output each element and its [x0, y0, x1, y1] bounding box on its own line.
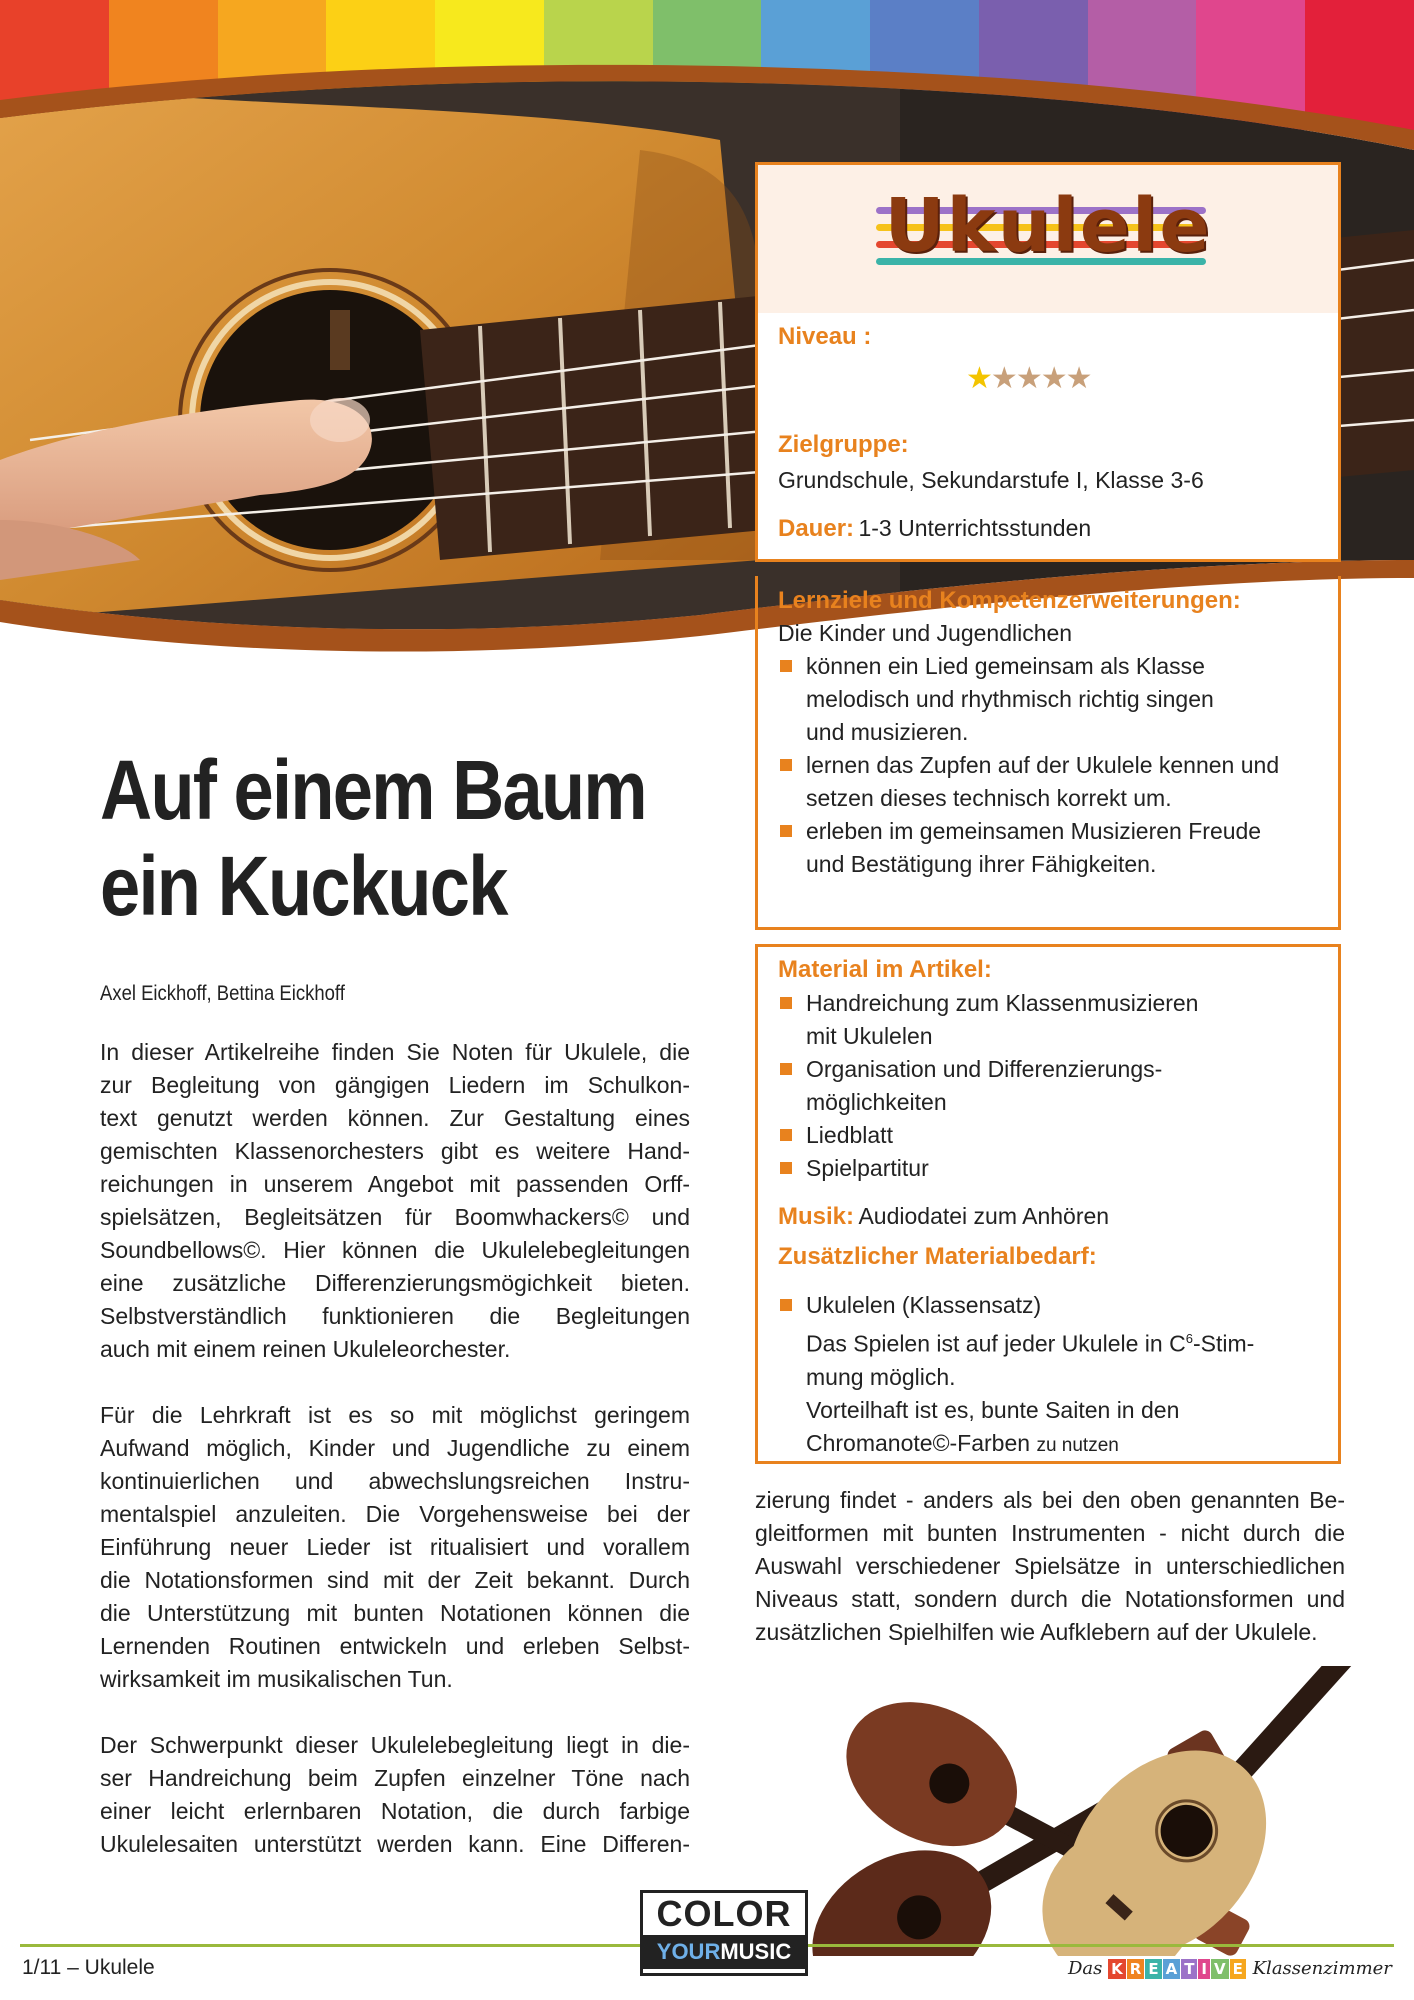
list-item-line: und musizieren. — [806, 719, 969, 745]
paragraph — [100, 1036, 690, 1366]
text-line: Der Schwerpunkt dieser Ukulelebegleitung liegt in die- — [100, 1732, 690, 1758]
brand-your: YOUR — [656, 1939, 721, 1964]
zusatz-text-small: zu nutzen — [1036, 1434, 1119, 1456]
lernziele-box — [755, 576, 1341, 930]
superscript: 6 — [1185, 1331, 1193, 1346]
zusatz-text: Das Spielen ist auf jeder Ukulele in C — [806, 1330, 1186, 1357]
article-title — [100, 742, 646, 934]
brand-bottom — [643, 1935, 805, 1969]
title-line: ein Kuckuck — [100, 839, 507, 933]
material-box — [755, 944, 1341, 1464]
star-icon: ★ — [990, 362, 1016, 395]
text-line: Für die Lehrkraft ist es so mit möglichst geringem — [100, 1402, 690, 1428]
text-line: mentalspiel anzuleiten. Die Vorgehensweise bei der — [100, 1501, 690, 1527]
text-line: die Notationsformen sind mit der Zeit bekannt. Durch — [100, 1567, 690, 1593]
lernziele-list — [778, 650, 1324, 881]
dauer-row — [778, 515, 1091, 543]
publisher-letter: R — [1127, 1959, 1145, 1979]
dauer-label: Dauer: — [778, 515, 855, 542]
star-icon: ★ — [966, 362, 991, 395]
text-line: Ukulelesaiten unterstützt werden kann. Eine Differen- — [100, 1831, 690, 1857]
zielgruppe-label: Zielgruppe: — [778, 431, 909, 458]
publisher-letter: K — [1108, 1959, 1126, 1979]
list-item-line: Organisation und Differenzierungs- — [806, 1056, 1163, 1082]
material-label: Material im Artikel: — [778, 956, 992, 983]
text-line: Selbstverständlich funktionieren die Begleitungen — [100, 1303, 690, 1329]
list-item-line: Spielpartitur — [806, 1155, 929, 1181]
list-item — [778, 1053, 1324, 1119]
list-item-line: Liedblatt — [806, 1122, 893, 1148]
musik-row — [778, 1199, 1324, 1237]
zusatz-list — [778, 1289, 1324, 1462]
list-item — [778, 1119, 1324, 1152]
zusatz-line — [806, 1322, 1324, 1361]
list-item-line: mit Ukulelen — [806, 1023, 933, 1049]
info-box — [755, 162, 1341, 562]
star-icon: ★ — [1065, 362, 1091, 395]
musik-text: Audiodatei zum Anhören — [858, 1203, 1110, 1229]
material-list — [778, 987, 1324, 1185]
paragraph — [100, 1729, 690, 1861]
star-icon: ★ — [1040, 362, 1066, 395]
text-line: Auswahl verschiedener Spielsätze in unterschiedlichen — [755, 1553, 1345, 1579]
zielgruppe-text: Grundschule, Sekundarstufe I, Klasse 3-6 — [778, 467, 1204, 493]
list-item-line: lernen das Zupfen auf der Ukulele kennen und — [806, 752, 1280, 778]
text-line: zierung findet - anders als bei den oben genannten Be- — [755, 1487, 1345, 1513]
brand-music: MUSIC — [720, 1939, 792, 1964]
musik-label: Musik: — [778, 1203, 855, 1230]
text-line: Einführung neuer Lieder ist ritualisiert und vorallem — [100, 1534, 690, 1560]
zusatz-line: Ukulelen (Klassensatz) — [806, 1292, 1042, 1318]
publisher-logo — [1068, 1958, 1392, 1979]
text-line: Lernenden Routinen entwickeln und erleben Selbst- — [100, 1633, 690, 1659]
brand-top: COLOR — [656, 1893, 792, 1934]
list-item — [778, 650, 1324, 749]
zusatz-label: Zusätzlicher Materialbedarf: — [778, 1243, 1097, 1270]
publisher-suffix: Klassenzimmer — [1252, 1958, 1392, 1979]
ukulele-logo: Ukulele — [884, 183, 1212, 269]
publisher-word — [1108, 1960, 1247, 1978]
zusatz-line — [806, 1427, 1324, 1462]
page-number: 1/11 – Ukulele — [22, 1956, 155, 1979]
text-line: spielsätzen, Begleitsätzen für Boomwhackers© und — [100, 1204, 690, 1230]
article-column-left — [100, 1036, 690, 1861]
list-item-line: möglichkeiten — [806, 1089, 947, 1115]
zusatz-text: -Stim- — [1192, 1330, 1255, 1357]
text-line: zusätzlichen Spielhilfen wie Aufklebern auf der Ukulele. — [755, 1619, 1318, 1645]
paragraph — [755, 1484, 1345, 1649]
text-line: einer leicht erlernbaren Notation, die durch farbige — [100, 1798, 690, 1824]
text-line: Niveaus statt, sondern durch die Notationsformen und — [755, 1586, 1345, 1612]
publisher-letter: T — [1181, 1959, 1197, 1979]
lernziele-label: Lernziele und Kompetenzerweiterungen: — [778, 587, 1241, 614]
niveau-rating-stars — [966, 361, 1091, 396]
article-column-right — [755, 1484, 1345, 1682]
text-line: text genutzt werden können. Zur Gestaltung eines — [100, 1105, 690, 1131]
text-line: Aufwand möglich, Kinder und Jugendliche zu einem — [100, 1435, 690, 1461]
lernziele-intro: Die Kinder und Jugendlichen — [778, 620, 1073, 646]
list-item — [778, 749, 1324, 815]
list-item-line: erleben im gemeinsamen Musizieren Freude — [806, 818, 1262, 844]
paragraph — [100, 1399, 690, 1696]
list-item-line: Handreichung zum Klassenmusizieren — [806, 990, 1199, 1016]
ukuleles-illustration — [780, 1666, 1380, 1956]
star-icon: ★ — [1015, 362, 1041, 395]
list-item — [778, 1152, 1324, 1185]
dauer-text: 1-3 Unterrichtsstunden — [858, 515, 1092, 541]
publisher-letter: V — [1211, 1959, 1229, 1979]
list-item-line: und Bestätigung ihrer Fähigkeiten. — [806, 851, 1157, 877]
list-item-line: setzen dieses technisch korrekt um. — [806, 785, 1172, 811]
authors: Axel Eickhoff, Bettina Eickhoff — [100, 982, 345, 1005]
zusatz-line: Vorteilhaft ist es, bunte Saiten in den — [806, 1396, 1180, 1423]
list-item — [778, 987, 1324, 1053]
text-line: gemischten Klassenorchesters gibt es weitere Hand- — [100, 1138, 690, 1164]
text-line: Soundbellows©. Hier können die Ukulelebegleitungen — [100, 1237, 690, 1263]
text-line: auch mit einem reinen Ukuleleorchester. — [100, 1336, 511, 1362]
text-line: zur Begleitung von gängigen Liedern im Schulkon- — [100, 1072, 690, 1098]
logo-band — [758, 165, 1338, 313]
text-line: In dieser Artikelreihe finden Sie Noten für Ukulele, die — [100, 1039, 690, 1065]
zusatz-text: Chromanote©-Farben — [806, 1429, 1031, 1456]
publisher-letter: A — [1163, 1959, 1181, 1979]
text-line: eine zusätzliche Differenzierungsmögichkeit bieten. — [100, 1270, 690, 1296]
zusatz-line: mung möglich. — [806, 1363, 956, 1390]
text-line: kontinuierlichen und abwechslungsreichen Instru- — [100, 1468, 690, 1494]
niveau-label: Niveau : — [778, 323, 872, 350]
list-item — [778, 815, 1324, 881]
list-item-line: können ein Lied gemeinsam als Klasse — [806, 653, 1205, 679]
text-line: ser Handreichung beim Zupfen einzelner Töne nach — [100, 1765, 690, 1791]
publisher-prefix: Das — [1068, 1958, 1103, 1979]
list-item-line: melodisch und rhythmisch richtig singen — [806, 686, 1214, 712]
zusatz-item — [778, 1289, 1324, 1462]
publisher-letter: E — [1230, 1959, 1246, 1979]
text-line: reichungen in unserem Angebot mit passenden Orff- — [100, 1171, 690, 1197]
text-line: gleitformen mit bunten Instrumenten - nicht durch die — [755, 1520, 1345, 1546]
title-line: Auf einem Baum — [100, 743, 646, 837]
color-your-music-logo — [640, 1890, 808, 1976]
publisher-letter: I — [1198, 1959, 1210, 1979]
text-line: wirksamkeit im musikalischen Tun. — [100, 1666, 453, 1692]
text-line: die Unterstützung mit bunten Notationen können die — [100, 1600, 690, 1626]
publisher-letter: E — [1145, 1959, 1161, 1979]
